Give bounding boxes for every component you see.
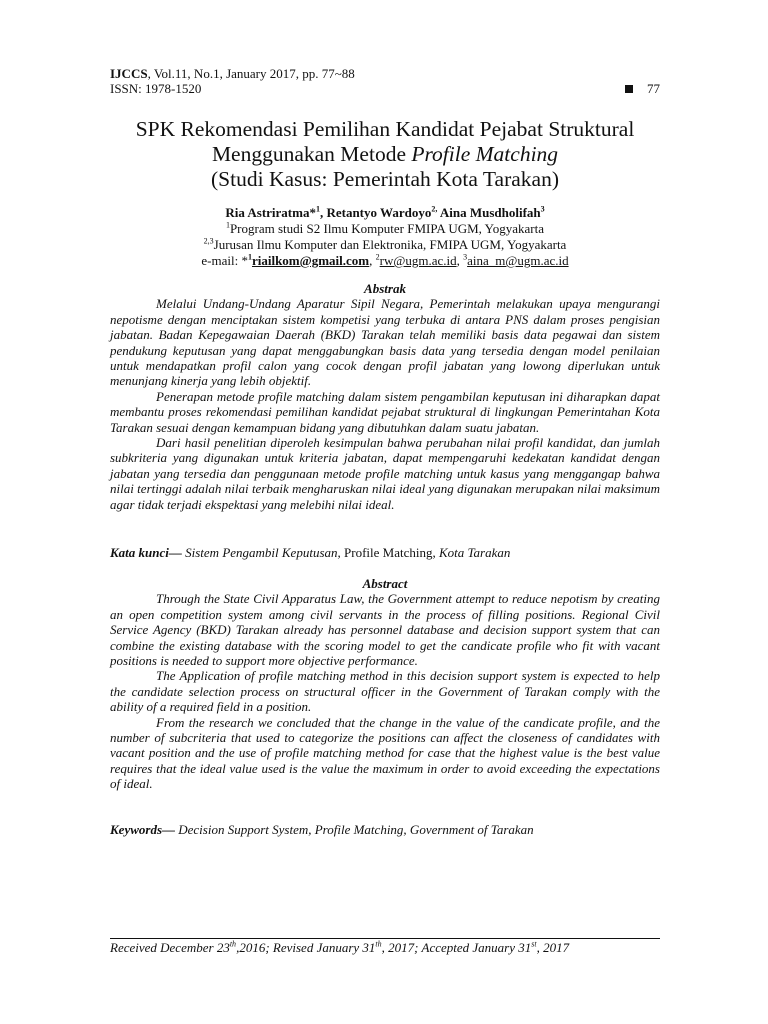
abstrak-paragraph-2: Penerapan metode profile matching dalam sistem pengambilan keputusan ini diharapkan dapat membantu proses rekomendasi pemilihan kandidat pejabat struktural di lingkungan Pemerintahan Kota Tarakan sesuai dengan kemampuan bidang yang dibutuhkan dalam suatu jabatan. [110, 388, 660, 435]
affiliation-2 [110, 237, 660, 253]
author-2: , Retantyo Wardoyo [319, 205, 432, 220]
abstract-paragraph-3: From the research we concluded that the change in the value of the candicate profile, and the number of subcriteria that used to categorize the positions can affect the closeness of candidates with vacant position and the use of profile matching method for case that the highest value is the best value requires that the ideal value used is the value the maximum in order to avoid exceeding the expectations of ideal. [110, 714, 660, 792]
received-dates [110, 940, 660, 956]
kata-kunci-label: Kata kunci— [110, 545, 182, 560]
paper-title [80, 117, 690, 192]
author-3: Aina Musdholifah [437, 205, 541, 220]
author-2-sup: 2, [431, 204, 438, 214]
affiliation-2-sup: 2,3 [203, 236, 214, 246]
keywords-text: Decision Support System, Profile Matching, Government of Tarakan [175, 822, 534, 837]
affiliation-1 [110, 221, 660, 237]
page-number-block [625, 81, 660, 96]
accepted-sup: st [531, 939, 537, 949]
accepted-year: , 2017 [536, 940, 570, 955]
abstrak-heading: Abstrak [364, 281, 406, 296]
page-number: 77 [647, 81, 660, 96]
abstract-paragraph-2: The Application of profile matching method in this decision support system is expected to help the candidate selection process on structural officer in the Government of Tarakan comply with the ability of a required field in a position. [110, 668, 660, 715]
abstrak-paragraph-3: Dari hasil penelitian diperoleh kesimpulan bahwa perubahan nilai profil kandidat, dan jumlah subkriteria yang digunakan untuk kriteria jabatan, dapat mempengaruhi kedekatan kandidat dengan jabatan yang tersedia dan penggunaan metode profile matching untuk kasus yang menggangap bahwa nilai tertinggi adalah nilai terbaik mengharuskan nilai ideal yang digunakan merupakan nilai maksimum agar tidak terjadi ekspektasi yang melebihi nilai ideal. [110, 435, 660, 512]
title-line-2 [80, 142, 690, 167]
kata-kunci-line [110, 545, 660, 561]
email-2-sup: 2 [375, 252, 380, 262]
author-1-sup: 1 [315, 204, 320, 214]
square-bullet-icon [625, 85, 633, 93]
kata-kunci-3: Kota Tarakan [435, 545, 511, 560]
running-header [110, 66, 660, 96]
title-line-2-italic: Profile Matching [411, 142, 559, 166]
kata-kunci-1: Sistem Pengambil Keputusan, [181, 545, 341, 560]
abstrak-section [110, 281, 660, 512]
kata-kunci-2: Profile Matching, [340, 545, 436, 560]
author-1: Ria Astriratma* [225, 205, 316, 220]
received-text: Received December 23 [110, 940, 230, 955]
title-line-1: SPK Rekomendasi Pemilihan Kandidat Pejabat Struktural [135, 117, 635, 141]
email-1-sup: 1 [247, 252, 252, 262]
abstrak-paragraph-1: Melalui Undang-Undang Aparatur Sipil Negara, Pemerintah melakukan upaya mengurangi nepotisme dengan menciptakan sistem kompetisi yang terbuka di antara PNS dalam proses pengisian jabatan. Badan Kepegawaian Daerah (BKD) Tarakan telah memiliki basis data pegawai dan sistem pendukung keputusan yang dapat menggabungkan basis data yang tersedia dengan model penilaian untuk mendapatkan profil calon yang cocok dengan profil jabatan yang lowong diperlukan untuk menunjang kinerja yang lebih objektif. [110, 296, 660, 389]
affiliation-1-text: Program studi S2 Ilmu Komputer FMIPA UGM, Yogyakarta [229, 221, 545, 236]
journal-citation [110, 66, 660, 81]
title-line-3: (Studi Kasus: Pemerintah Kota Tarakan) [211, 167, 559, 191]
footer-divider [110, 938, 660, 939]
author-names [110, 205, 660, 221]
title-line-2-prefix: Menggunakan Metode [211, 142, 412, 166]
affiliation-1-sup: 1 [225, 220, 230, 230]
abstract-section [110, 576, 660, 792]
keywords-line [110, 822, 660, 838]
revised-text: ,2016; Revised January 31 [236, 940, 376, 955]
abstract-heading: Abstract [362, 576, 408, 591]
affiliation-2-text: Jurusan Ilmu Komputer dan Elektronika, FMIPA UGM, Yogyakarta [213, 237, 567, 252]
email-3-link[interactable]: aina_m@ugm.ac.id [467, 253, 569, 268]
revised-sup: th [375, 939, 382, 949]
received-sup: th [229, 939, 237, 949]
email-line: e-mail: *$^1$riailkom@gmail.com, $^2$rw@ugm.ac.id, $^3$aina_m@ugm.ac.id [201, 252, 569, 268]
accepted-text: , 2017; Accepted January 31 [381, 940, 532, 955]
issn: ISSN: 1978-1520 [110, 81, 202, 96]
author-block [110, 205, 660, 269]
journal-name: IJCCS [110, 66, 148, 81]
citation-detail: , Vol.11, No.1, January 2017, pp. 77~88 [147, 66, 355, 81]
keywords-label: Keywords— [110, 822, 175, 837]
email-1-link[interactable]: riailkom@gmail.com [251, 253, 370, 268]
email-2-link[interactable]: rw@ugm.ac.id [379, 253, 457, 268]
email-3-sup: 3 [463, 252, 468, 262]
email-label: e-mail: * [201, 253, 248, 268]
abstract-paragraph-1: Through the State Civil Apparatus Law, the Government attempt to reduce nepotism by creating an open competition system among civil servants in the process of filling positions. Regional Civil Service Agency (BKD) Tarakan already has personnel database and decision support system that can combine the existing database with the scoring model to get the candicate profile who fit with vacant positions is needed to support more objective performance. [110, 591, 660, 669]
author-3-sup: 3 [540, 204, 545, 214]
